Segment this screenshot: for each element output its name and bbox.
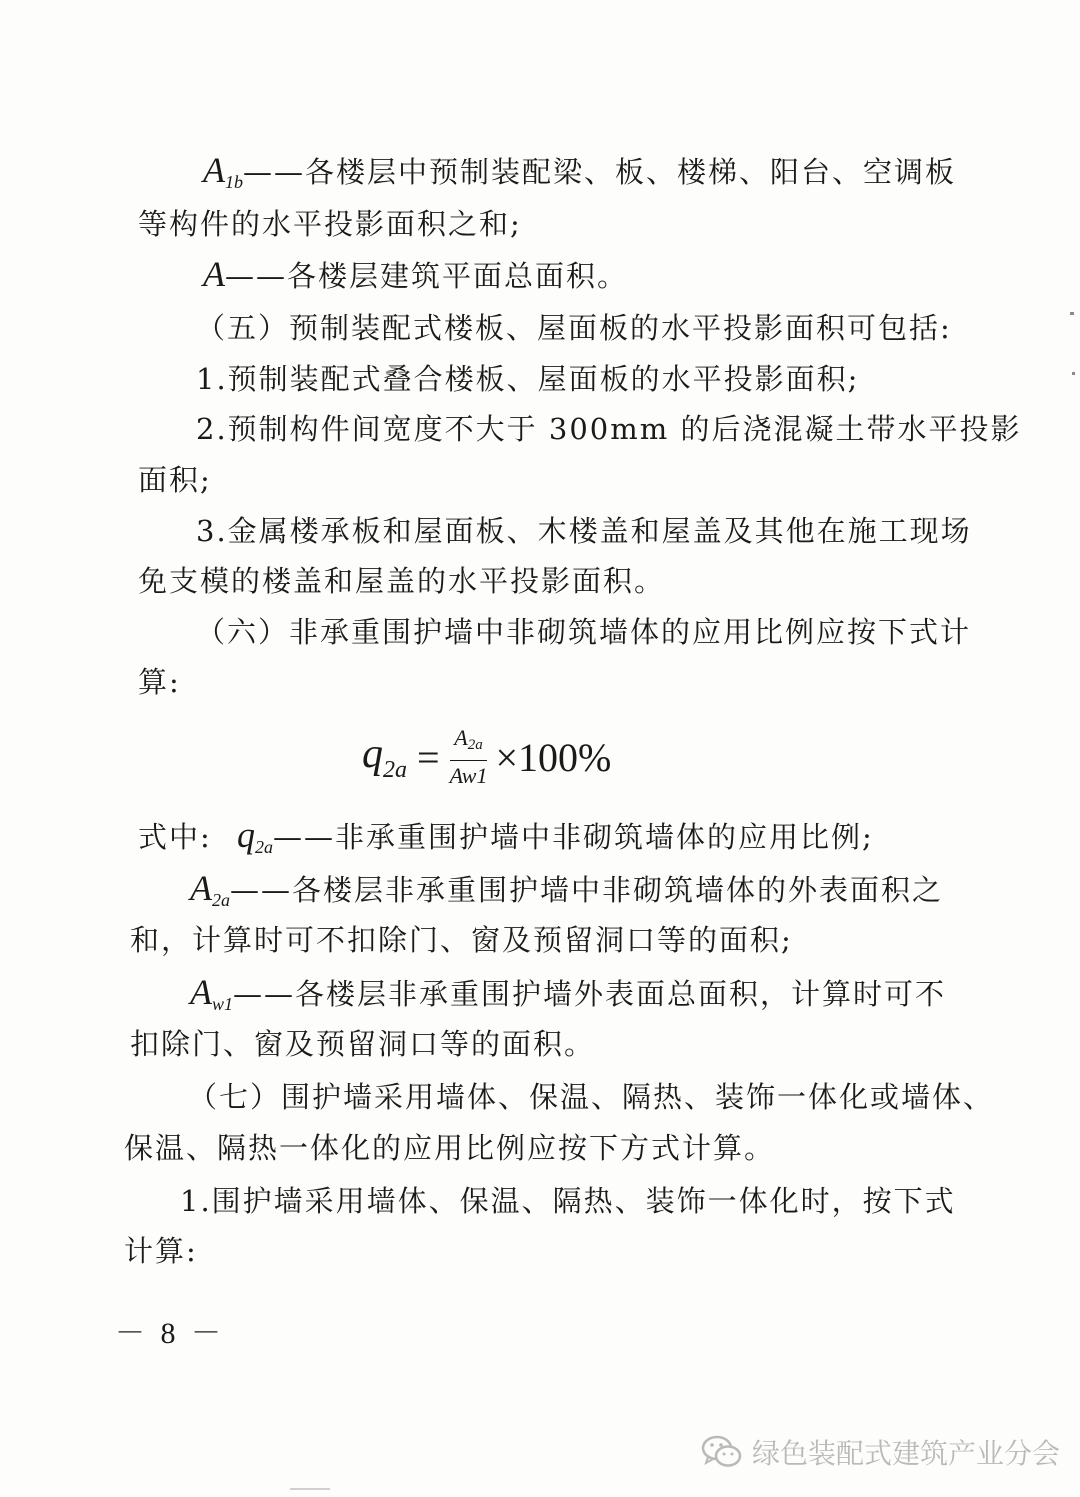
list-item: 1.预制装配式叠合楼板、屋面板的水平投影面积;	[196, 362, 860, 396]
variable-subscript: w1	[212, 994, 234, 1014]
definition-text: ——各楼层非承重围护墙中非砌筑墙体的外表面积之	[230, 873, 944, 907]
formula-times-percent: ×100%	[495, 734, 612, 780]
variable-a: A	[203, 254, 225, 294]
formula-fraction	[450, 725, 488, 789]
definition-a1b	[203, 150, 956, 202]
formula-q2a	[362, 722, 611, 792]
definition-text: ——各楼层建筑平面总面积。	[225, 259, 629, 293]
variable-subscript: 2a	[255, 837, 273, 857]
text-line: 和，计算时可不扣除门、窗及预留洞口等的面积;	[130, 923, 793, 957]
text-line: 计算:	[124, 1234, 198, 1268]
scan-mark	[290, 1488, 330, 1490]
list-item: 1.围护墙采用墙体、保温、隔热、装饰一体化时，按下式	[180, 1184, 956, 1218]
scan-mark	[1072, 372, 1075, 375]
formula-numerator: A2a	[450, 725, 486, 761]
section-heading-7: （七）围护墙采用墙体、保温、隔热、装饰一体化或墙体、	[188, 1080, 995, 1114]
text-line: 免支模的楼盖和屋盖的水平投影面积。	[138, 564, 666, 598]
text-line: 扣除门、窗及预留洞口等的面积。	[130, 1027, 596, 1061]
section-heading-6: （六）非承重围护墙中非砌筑墙体的应用比例应按下式计	[196, 615, 972, 649]
section-heading-5: （五）预制装配式楼板、屋面板的水平投影面积可包括:	[196, 311, 952, 345]
definition-a2a	[190, 868, 943, 920]
formula-denominator: Aw1	[449, 763, 488, 788]
variable-a: A	[190, 868, 212, 908]
definition-text: ——各楼层中预制装配梁、板、楼梯、阳台、空调板	[243, 155, 957, 189]
text-line: 保温、隔热一体化的应用比例应按下方式计算。	[124, 1131, 776, 1165]
text-line: 算:	[138, 665, 181, 699]
text-line: 面积;	[138, 463, 212, 497]
variable-subscript: 2a	[212, 890, 230, 910]
variable-subscript: 1b	[225, 172, 243, 192]
variable-q: q	[237, 815, 255, 855]
formula-equals: =	[417, 734, 440, 780]
formula-lhs: $q_{2a}$	[362, 731, 407, 783]
definition-a	[203, 254, 628, 296]
page-number: － 8 －	[115, 1317, 225, 1350]
wechat-icon	[700, 1434, 744, 1470]
list-item: 3.金属楼承板和屋面板、木楼盖和屋盖及其他在施工现场	[196, 514, 972, 548]
definition-aw1	[190, 972, 946, 1024]
watermark-text: 绿色装配式建筑产业分会	[752, 1437, 1061, 1470]
prefix-text: 式中:	[138, 820, 212, 854]
variable-a: A	[190, 972, 212, 1012]
variable-a: A	[203, 150, 225, 190]
list-item: 2.预制构件间宽度不大于 300mm 的后浇混凝土带水平投影	[196, 412, 1022, 446]
text-line: 等构件的水平投影面积之和;	[138, 207, 522, 241]
definition-q2a	[138, 815, 874, 867]
definition-text: ——各楼层非承重围护墙外表面总面积，计算时可不	[233, 977, 947, 1011]
watermark	[700, 1432, 1060, 1472]
scan-mark	[1070, 312, 1074, 315]
definition-text: ——非承重围护墙中非砌筑墙体的应用比例;	[273, 820, 874, 854]
